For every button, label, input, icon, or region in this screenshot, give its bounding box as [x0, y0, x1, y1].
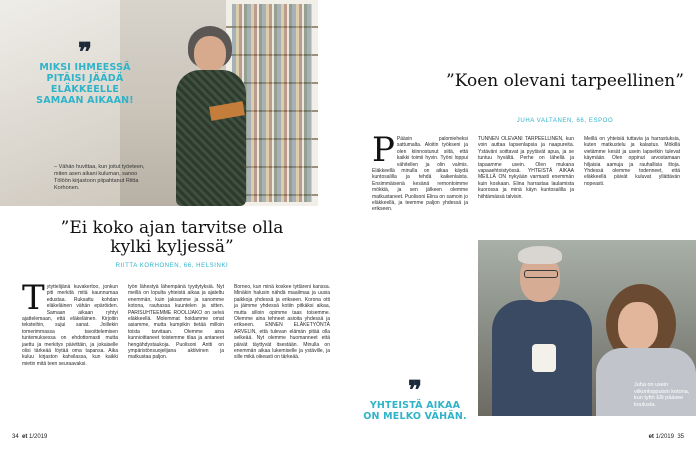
photo-caption-right: Juha on usein viikonloppuisin kotona, kun tyttö Elli pääsee koulusta.	[634, 382, 690, 408]
text-column-1: T ytyttelijänä kuvakertoo, jonkun piti merkitä mitä kaunnumaa edustaa. Ruksattu kohdan eläkeläinen vähän epäröiden. Samaan aikaan ryhtyi ajattelemaan, että eläkeläinen. Kirjoitin teksteihin, sujui sanat. Joillekin tomerimmassa tavoittelemisen tuntemuksessa on ehdottomasti mutta jaettu ja merkitys päivittäin, ja jokaiselle olisi tärkeää löytää oma tapansa. Aika kuluu kirjaston kahvilassa, kun kaikki mietin mitä teen seuraavaksi.	[22, 278, 118, 367]
pull-quote-left	[26, 38, 144, 106]
pull-quote-right	[360, 376, 470, 422]
woman-figure	[176, 26, 246, 206]
text-column-3: Meillä on yhteisiä tuttavia ja harrastuksia, kuten matkustelu ja kalastus. Mökillä vietämme kesät ja usein lapsetkin tulevat käymään. Olen oppinut arvostamaan hiljaisia aamuja ja rauhallisia iltoja. Yhdessä olemme todenneet, että eläkkeellä päivät kuluvat yllättävän nopeasti.	[584, 136, 680, 187]
text-column-2: työn lähestyä lähempänä tyydytyksiä. Nyt meillä on lopulta yhteistä aikaa ja ajateltu enemmän, kuin jaksamme ja sanomme kotona, rauhassa kuuntelen ja sitten. PARISUHTEEMME ROOLIJAKO on selvä eläkkeellä. Molemmat hoidamme omat asiamme, mutta kumpikin tietää milloin toista tarvitaan. Olemme aina kunnioittaneet toistemme tilaa ja antaneet hengähdystaukoja. Puolisoni Antti on ympäristönsuojelijana aktiivinen ja matkustaa paljon.	[128, 284, 224, 361]
text-column-3: Borneo, kun minä koskee tyttäreni kanssa. Minäkin halusin nähdä maailmaa ja uusia paikkoja yhdessä ja erikseen. Korona otti ja jäimme yhdessä kotiin pitkäksi aikaa, mutta silloin opimme taas toisemme. Olemme aina tehneet asioita yhdessä ja erikseen. ENNEN ELÄKETYÖNTÄ ARVELIN, että tulevan elämän pitää olla selkeää. Nyt olemme huomanneet että päivät täyttyvät itsestään. Minulla on enemmän aikaa lukemiselle ja ystäville, ja sille mikä oikeasti on tärkeää.	[234, 284, 330, 361]
pull-quote-text: YHTEISTÄ AIKAA ON MELKO VÄHÄN.	[363, 400, 467, 422]
article-title-right: ”Koen olevani tarpeellinen”	[446, 71, 684, 91]
text-column-1: P Pääsin palomieheksi sattumalta. Aloitin työkseni ja olen kiinnostunut siitä, että kaikki toimii hyvin. Työni loppui vähitellen ja olin valmis. Eläkkeellä minulla on aikaa käydä kuntosalilla ja tehdä kaikenlaista. Ensimmäisenä kesänä remontoimme mökkiä, ja sen jälkeen olemme matkustaneet. Puolisoni Elina on samoin jo eläkkeellä, ja teemme paljon yhdessä ja erikseen.	[372, 130, 468, 213]
folio-left: 34 et 1/2019	[12, 434, 48, 440]
left-page	[0, 0, 346, 450]
drop-cap: P	[372, 130, 395, 170]
quote-mark-icon: ❞	[408, 376, 422, 406]
drop-cap: T	[22, 278, 45, 318]
folio-right: et 1/2019 35	[648, 434, 684, 440]
right-page	[348, 0, 696, 450]
article-title-left: ”Ei koko ajan tarvitse olla kylki kyljessä”	[60, 218, 284, 257]
text-column-2: TUNNEN OLEVANI TARPEELLINEN, kun voin auttaa lapsenlapsia ja naapureita. Ystäväni soittavat ja pyytävät apua, ja se tuntuu hyvältä. Perhe on lähellä ja tapaamme usein. Olen mukana vapaaehtoistyössä. YHTEISTÄ AIKAA MEILLÄ ON nykyään varmasti enemmän kuin koskaan. Elina harrastaa laulamista kuorossa ja minä käyn kuntosalilla ja hiihtämässä talvisin.	[478, 136, 574, 200]
byline-right: JUHA VALTANEN, 66, ESPOO	[516, 118, 614, 124]
byline-left: RIITTA KORHONEN, 66, HELSINKI	[115, 263, 229, 269]
pull-quote-text: MIKSI IHMEESSÄ PITÄISI JÄÄDÄ ELÄKKEELLE SAMAAN AIKAAN!	[36, 62, 134, 106]
photo-caption-left: – Vähän huvittaa, kun joitut työeteen, miten asen aikani kuluman, sanoo Tölöön kirjastoon piipahtanut Riitta Korhonen.	[54, 164, 145, 191]
glasses-icon	[524, 270, 558, 278]
body-text-right	[372, 130, 688, 236]
mug-icon	[532, 344, 556, 372]
body-text-left	[22, 278, 332, 429]
portrait-photo-riitta	[0, 0, 318, 206]
quote-mark-icon: ❞	[78, 38, 92, 68]
